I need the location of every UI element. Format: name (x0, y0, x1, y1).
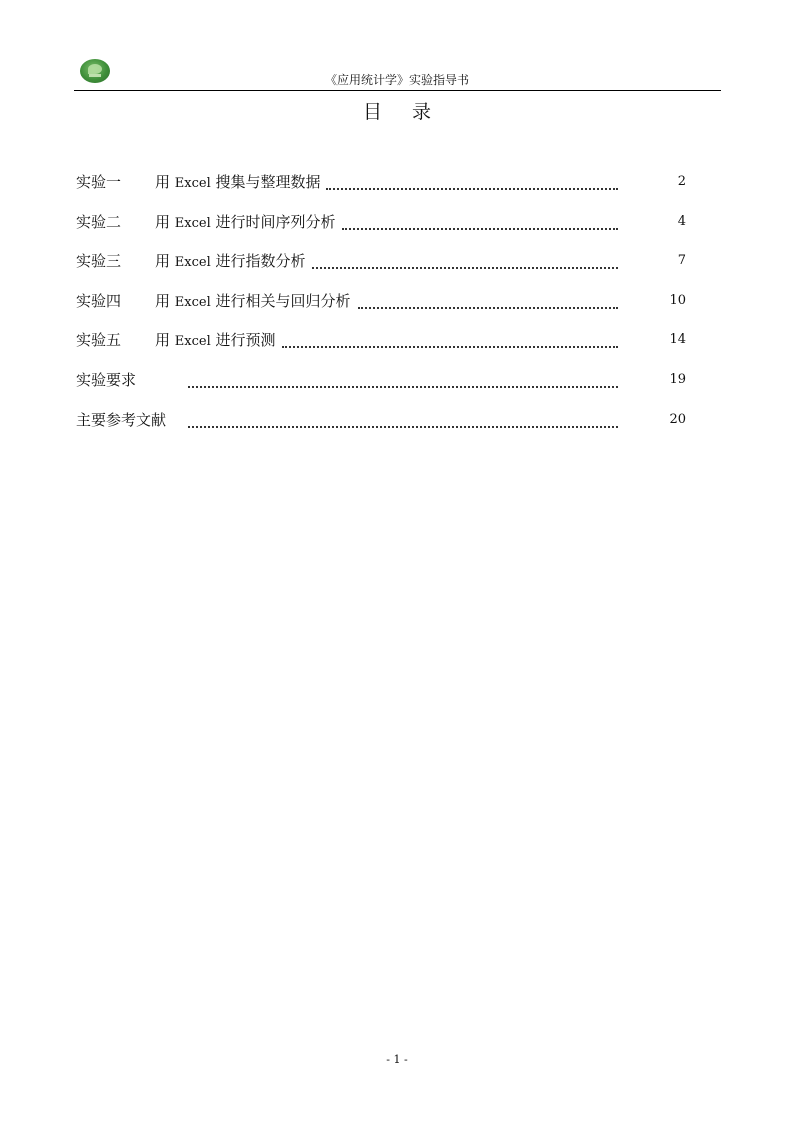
toc-entry-label: 实验四 (76, 291, 122, 310)
toc-entry[interactable] (76, 172, 686, 212)
table-of-contents (76, 172, 686, 449)
header-divider (74, 90, 721, 91)
toc-entry-label: 主要参考文献 (76, 410, 167, 429)
toc-entry-title: 用 Excel 进行指数分析 (155, 251, 308, 273)
toc-leader-dots (358, 293, 618, 309)
header-title: 《应用统计学》实验指导书 (324, 73, 469, 87)
toc-entry[interactable] (76, 410, 686, 450)
toc-entry[interactable] (76, 291, 686, 331)
toc-entry-title: 用 Excel 进行相关与回归分析 (155, 291, 353, 313)
toc-entry-title: 用 Excel 进行时间序列分析 (155, 212, 338, 234)
toc-entry-page: 7 (677, 253, 686, 269)
toc-entry-title: 用 Excel 搜集与整理数据 (155, 172, 323, 194)
toc-entry-label: 实验要求 (76, 370, 137, 389)
toc-entry[interactable] (76, 251, 686, 291)
toc-entry-label: 实验二 (76, 212, 122, 231)
toc-entry[interactable] (76, 370, 686, 410)
toc-entry-page: 4 (677, 213, 686, 229)
toc-leader-dots (282, 332, 618, 348)
toc-entry-label: 实验三 (76, 252, 122, 271)
toc-entry-page: 20 (669, 411, 686, 427)
page-number: - 1 - (386, 1053, 408, 1066)
toc-entry-page: 14 (669, 332, 686, 348)
toc-leader-dots (312, 253, 618, 269)
toc-entry-title: 用 Excel 进行预测 (155, 330, 278, 352)
toc-entry[interactable] (76, 212, 686, 252)
page-title: 目录 (362, 101, 461, 123)
toc-leader-dots (342, 214, 618, 230)
toc-leader-dots (326, 174, 618, 190)
toc-entry[interactable] (76, 330, 686, 370)
toc-leader-dots (188, 372, 618, 388)
toc-entry-page: 2 (677, 174, 686, 189)
toc-entry-label: 实验一 (76, 173, 122, 191)
toc-entry-label: 实验五 (76, 331, 122, 350)
toc-leader-dots (188, 412, 618, 428)
toc-entry-page: 10 (669, 292, 686, 308)
toc-entry-page: 19 (669, 371, 686, 387)
